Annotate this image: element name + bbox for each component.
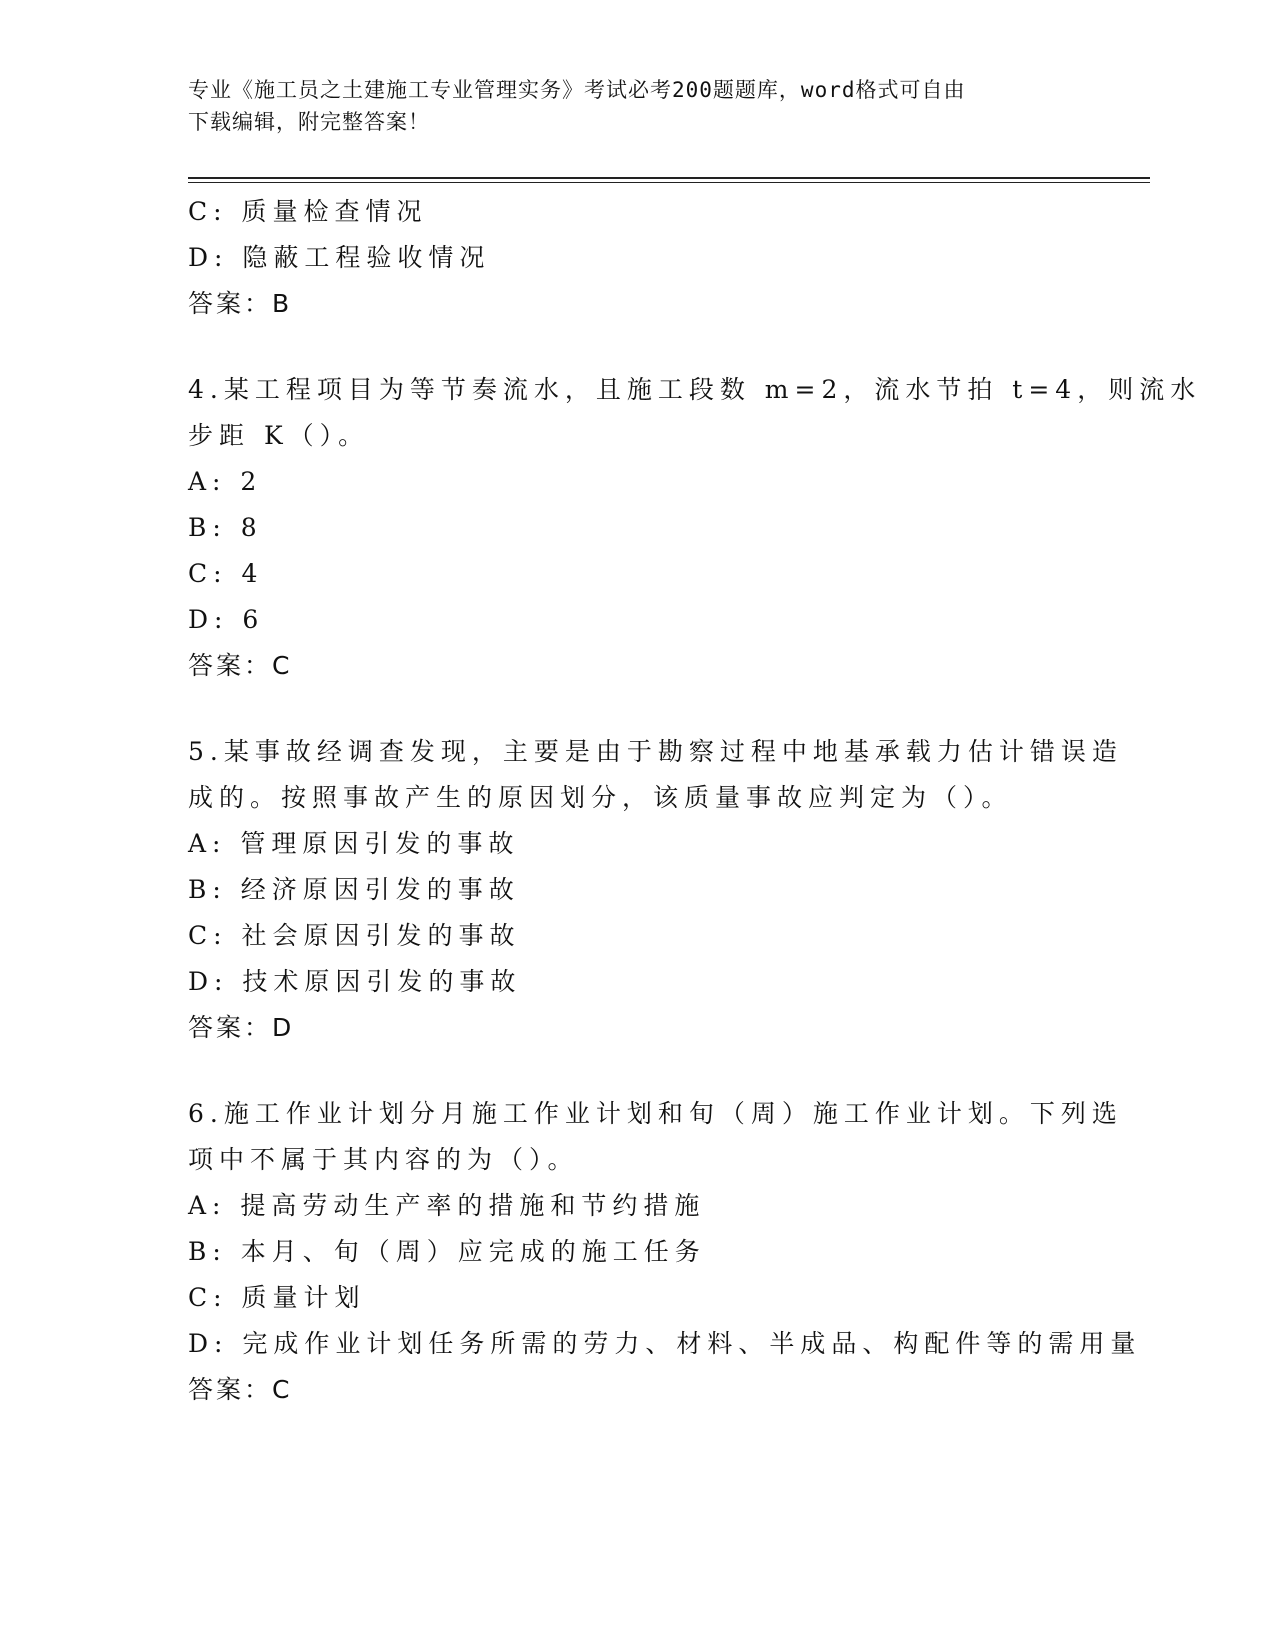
option-c: C: 4	[188, 559, 264, 588]
question-stem-line-2: 项中不属于其内容的为（）。	[188, 1145, 579, 1174]
question-list	[188, 189, 1202, 1413]
question-stem-line-2: 成的。按照事故产生的原因划分，该质量事故应判定为（）。	[188, 783, 1013, 812]
question-3-continued	[188, 189, 1088, 327]
option-d: D: 技术原因引发的事故	[188, 967, 522, 996]
option-c: C: 质量检查情况	[188, 197, 428, 226]
answer-line: 答案：C	[188, 651, 293, 680]
header-title-line-1: 专业《施工员之土建施工专业管理实务》考试必考200题题库，word格式可自由	[188, 78, 966, 102]
question-stem-line-1: 6.施工作业计划分月施工作业计划和旬（周）施工作业计划。下列选	[188, 1099, 1123, 1128]
option-b: B: 经济原因引发的事故	[188, 875, 520, 904]
question-6	[188, 1091, 1142, 1413]
option-a: A: 管理原因引发的事故	[188, 829, 520, 858]
option-b: B: 本月、旬（周）应完成的施工任务	[188, 1237, 706, 1266]
option-a: A: 2	[188, 467, 263, 496]
spacer	[188, 327, 1088, 367]
option-d: D: 隐蔽工程验收情况	[188, 243, 491, 272]
option-c: C: 质量计划	[188, 1283, 366, 1312]
spacer	[188, 1051, 1088, 1091]
answer-line: 答案：C	[188, 1375, 293, 1404]
question-stem-line-2: 步距 K（）。	[188, 421, 370, 450]
page-header	[188, 74, 1088, 138]
header-divider-thin	[188, 182, 1150, 183]
option-d: D: 完成作业计划任务所需的劳力、材料、半成品、构配件等的需用量	[188, 1329, 1142, 1358]
option-a: A: 提高劳动生产率的措施和节约措施	[188, 1191, 706, 1220]
answer-line: 答案：B	[188, 289, 293, 318]
option-c: C: 社会原因引发的事故	[188, 921, 521, 950]
question-5	[188, 729, 1123, 1051]
option-b: B: 8	[188, 513, 263, 542]
question-stem-line-1: 5.某事故经调查发现，主要是由于勘察过程中地基承载力估计错误造	[188, 737, 1123, 766]
question-4	[188, 367, 1202, 689]
question-stem-line-1: 4.某工程项目为等节奏流水，且施工段数 m=2，流水节拍 t=4，则流水	[188, 375, 1202, 404]
option-d: D: 6	[188, 605, 265, 634]
spacer	[188, 689, 1088, 729]
header-title-line-2: 下载编辑，附完整答案！	[188, 110, 430, 134]
answer-line: 答案：D	[188, 1013, 295, 1042]
header-divider-thick	[188, 177, 1150, 179]
